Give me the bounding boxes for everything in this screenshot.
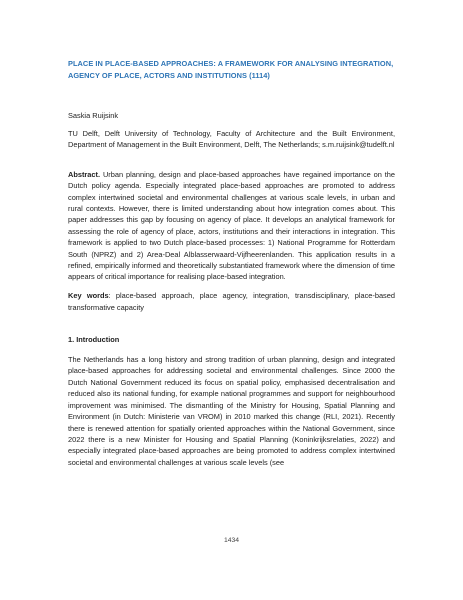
abstract-text: Urban planning, design and place-based approaches have regained importance on the Dutch policy agenda. Especially integrated place-based approaches are promoted to address complex intertwined societal and environmental challenges at various scale levels, in urban and rural contexts. However, there is limited understanding about how integration comes about. This paper addresses this gap by focusing on agency of place. It develops an analytical framework for assessing the role of agency of place, actors, institutions and their interactions in integration. This framework is applied to two Dutch place-based processes: 1) National Programme for Rotterdam South (NPRZ) and 2) Area-Deal Alblasserwaard-Vijfheerenlanden. This application results in a refined, empirically informed and theoretically substantiated framework where the dimension of time appears of critical importance for realising place-based integration. — [68, 169, 395, 282]
section-heading-introduction: 1. Introduction — [68, 335, 120, 345]
introduction-paragraph: The Netherlands has a long history and strong tradition of urban planning, design and integrated place-based approaches for addressing societal and environmental challenges. Since 2000 the Dutch National Government reduced its focus on spatial policy, emphasised decentralisation and reduced also its national funding, for example national programmes and support for neighbourhood improvement was minimised. The dismantling of the Ministry for Housing, Spatial Planning and Environment (in Dutch: Ministerie van VROM) in 2010 marked this change (RLI, 2021). Recently there is renewed attention for spatially oriented approaches within the National Government, since 2022 there is a new Minister for Housing and Spatial Planning (Koninkrijksrelaties, 2022) and especially integrated place-based approaches are being promoted to address complex intertwined societal and environmental challenges at various scale levels (see — [68, 355, 395, 467]
author-name: Saskia Ruijsink — [68, 111, 119, 120]
author-affiliation: TU Delft, Delft University of Technology, Faculty of Architecture and the Built Environment, Department of Management in the Built Environment, Delft, The Netherlands; s.m.ruijsink@tudelft.nl — [68, 129, 395, 150]
keywords-text: : place-based approach, place agency, integration, transdisciplinary, place-based transformative capacity — [68, 291, 395, 312]
abstract-label: Abstract. — [68, 169, 101, 179]
abstract-paragraph — [68, 169, 395, 283]
keywords-label: Key words — [68, 291, 109, 301]
page-number: 1434 — [223, 537, 240, 544]
paper-title: PLACE IN PLACE-BASED APPROACHES: A FRAMEWORK FOR ANALYSING INTEGRATION, AGENCY OF PLACE, ACTORS AND INSTITUTIONS (1114) — [68, 59, 394, 80]
keywords-paragraph — [68, 290, 395, 313]
